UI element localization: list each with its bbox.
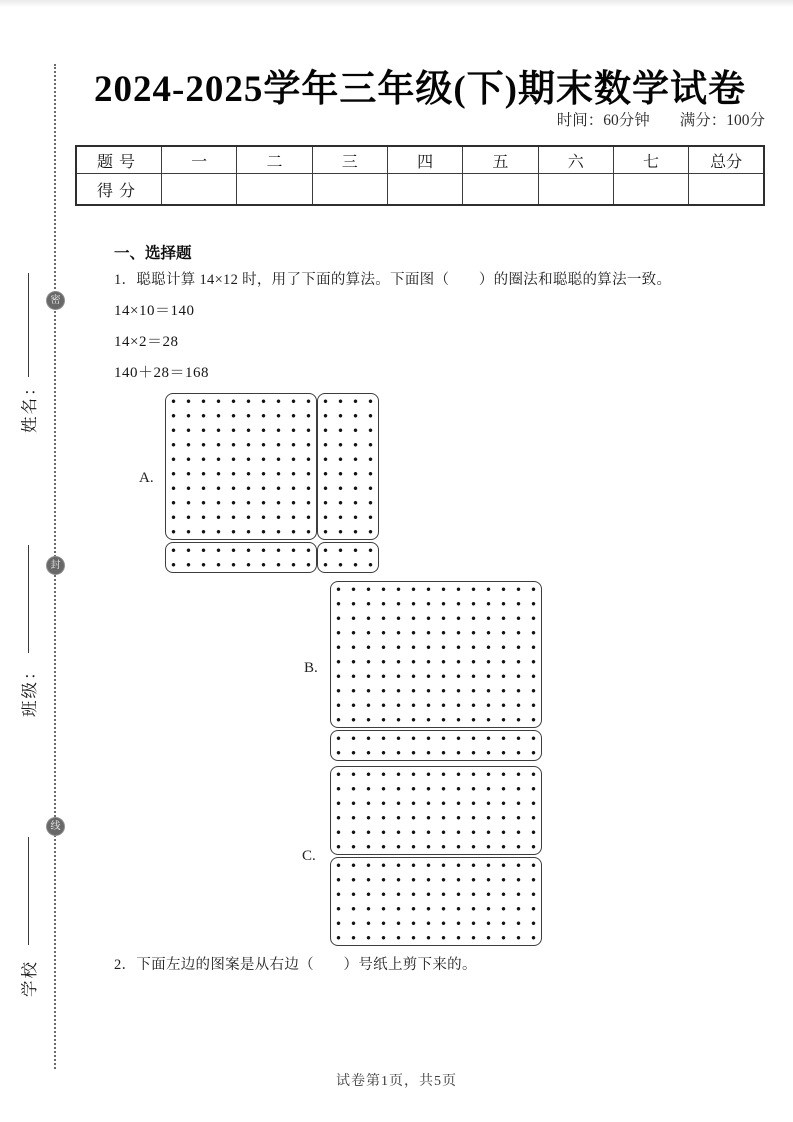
equation: 140＋28＝168 bbox=[114, 365, 210, 381]
score-table-empty-cell bbox=[387, 174, 462, 206]
score-table-empty-cell bbox=[463, 174, 538, 206]
score-table-header-cell: 七 bbox=[613, 146, 688, 174]
score-table-header-cell: 二 bbox=[237, 146, 312, 174]
school-field bbox=[18, 837, 38, 997]
dot-grid-box bbox=[330, 857, 542, 946]
score-table-header-cell: 总分 bbox=[689, 146, 764, 174]
seal-mark-feng: 封 bbox=[47, 557, 64, 574]
score-table-header-cell: 四 bbox=[387, 146, 462, 174]
score-table bbox=[75, 145, 765, 206]
option-label-b: B. bbox=[304, 660, 318, 676]
name-blank-line bbox=[28, 273, 29, 377]
section-heading: 一、选择题 bbox=[114, 245, 192, 262]
dot-grid-box bbox=[330, 581, 542, 728]
class-label: 班级： bbox=[20, 661, 39, 717]
exam-meta bbox=[75, 108, 765, 130]
seal-mark-mi: 密 bbox=[47, 292, 64, 309]
scan-edge-shadow bbox=[0, 0, 793, 7]
name-label: 姓名： bbox=[20, 377, 39, 433]
page-title: 2024-2025学年三年级(下)期末数学试卷 bbox=[94, 69, 746, 110]
option-label-c: C. bbox=[302, 848, 316, 864]
option-label-a: A. bbox=[139, 470, 154, 486]
page-number-footer: 试卷第1页，共5页 bbox=[336, 1074, 457, 1089]
score-table-header-cell: 六 bbox=[538, 146, 613, 174]
full-score-value: 100分 bbox=[726, 112, 765, 129]
time-label: 时间： bbox=[556, 112, 604, 129]
dot-grid-box bbox=[165, 542, 317, 573]
question-1-text: 1．聪聪计算 14×12 时，用了下面的算法。下面图（ ）的圈法和聪聪的算法一致。 bbox=[114, 272, 672, 288]
equation: 14×2＝28 bbox=[114, 334, 179, 350]
equation: 14×10＝140 bbox=[114, 303, 195, 319]
score-table-empty-cell bbox=[237, 174, 312, 206]
score-table-header-cell: 一 bbox=[162, 146, 237, 174]
seal-mark-xian: 线 bbox=[47, 818, 64, 835]
dot-grid-box bbox=[330, 766, 542, 855]
full-score-label: 满分： bbox=[679, 112, 727, 129]
time-value: 60分钟 bbox=[603, 112, 650, 129]
name-field bbox=[18, 273, 38, 433]
score-table-empty-cell bbox=[538, 174, 613, 206]
dot-grid-box bbox=[317, 542, 379, 573]
score-table-header-cell: 三 bbox=[312, 146, 387, 174]
class-blank-line bbox=[28, 545, 29, 653]
score-table-header-cell: 五 bbox=[463, 146, 538, 174]
dot-grid-box bbox=[165, 393, 317, 540]
score-table-empty-cell bbox=[613, 174, 688, 206]
school-blank-line bbox=[28, 837, 29, 945]
score-table-empty-cell bbox=[162, 174, 237, 206]
question-2-text: 2．下面左边的图案是从右边（ ）号纸上剪下来的。 bbox=[114, 957, 477, 973]
q1-equations bbox=[114, 299, 209, 392]
score-table-row-label: 题号 bbox=[76, 146, 162, 174]
score-table-row-label: 得分 bbox=[76, 174, 162, 206]
score-table-empty-cell bbox=[689, 174, 764, 206]
dot-grid-box bbox=[330, 730, 542, 761]
school-label: 学校 bbox=[20, 960, 39, 997]
score-table-empty-cell bbox=[312, 174, 387, 206]
dot-grid-box bbox=[317, 393, 379, 540]
class-field bbox=[18, 545, 38, 717]
